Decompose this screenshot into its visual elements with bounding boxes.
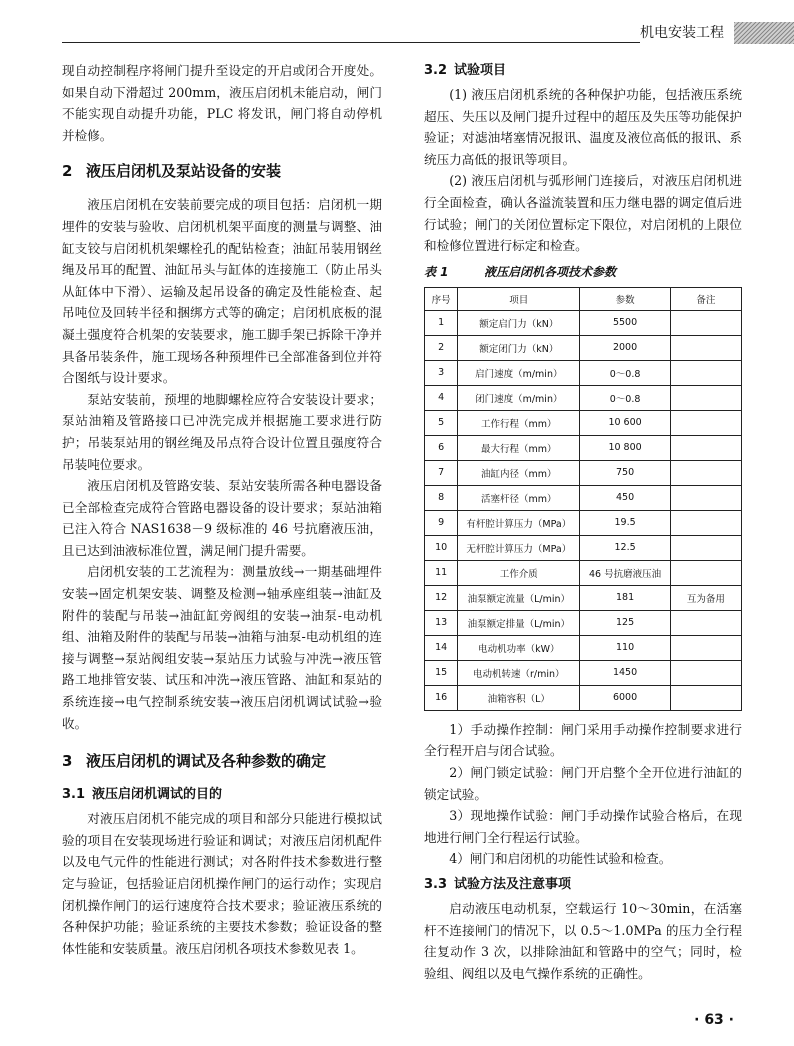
cell-item: 油泵额定流量（L/min） [458,585,580,610]
subsection-3-1-heading [62,784,382,806]
cell-note [670,335,741,360]
cell-no: 9 [425,510,458,535]
table-row [425,510,742,535]
header-item: 项目 [458,287,580,310]
table-row [425,685,742,710]
paragraph: 液压启闭机及管路安装、泵站安装所需各种电器设备已全部检查完成符合管路电器设备的设计要求；泵站油箱已注入符合 NAS1638－9 级标准的 46 号抗磨液压油，且已达到油液标准位置，满足闸门提升需要。 [62,478,382,558]
paragraph: 泵站安装前，预埋的地脚螺栓应符合安装设计要求；泵站油箱及管路接口已冲洗完成并根据施工要求进行防护；吊装泵站用的钢丝绳及吊点符合设计位置且强度符合吊装吨位要求。 [62,391,382,472]
cell-item: 油箱容积（L） [458,685,580,710]
cell-note [670,410,741,435]
table-title: 液压启闭机各项技术参数 [484,264,617,279]
subsection-title: 液压启闭机调试的目的 [92,787,223,803]
cell-param: 0～0.8 [580,385,671,410]
cell-note [670,435,741,460]
cell-param: 6000 [580,685,671,710]
header-param: 参数 [580,287,671,310]
subsection-title: 试验方法及注意事项 [454,876,572,892]
cell-no: 6 [425,435,458,460]
cell-no: 10 [425,535,458,560]
technical-parameters-table [424,287,742,711]
paragraph-continued: 现自动控制程序将闸门提升至设定的开启或闭合开度处。如果自动下滑超过 200mm，液压启闭机未能启动，闸门不能实现自动提升功能，PLC 将发讯，闸门将自动停机并检修。 [62,63,382,143]
list-item: 3）现地操作试验：闸门手动操作试验合格后，在现地进行闸门全行程运行试验。 [424,808,742,845]
cell-item: 油缸内径（mm） [458,460,580,485]
header-note: 备注 [670,287,741,310]
cell-item: 活塞杆径（mm） [458,485,580,510]
paragraph: 启闭机安装的工艺流程为：测量放线→一期基础埋件安装→固定机架安装、调整及检测→轴承座组装→油缸及附件的装配与吊装→油缸缸旁阀组的安装→油泵-电动机组、油箱及附件的装配与吊装→油箱与油泵-电动机组的连接与调整→泵站阀组安装→泵站压力试验与冲洗→液压管路工地排管安装、试压和冲洗→液压管路、油缸和泵站的系统连接→电气控制系统安装→液压启闭机调试试验→验收。 [62,564,382,731]
cell-no: 2 [425,335,458,360]
cell-no: 11 [425,560,458,585]
table-label: 表 1 [424,264,449,279]
paragraph: (1) 液压启闭机系统的各种保护功能，包括液压系统超压、失压以及闸门提升过程中的超压及失压等功能保护验证；对滤油堵塞情况报讯、温度及液位高低的报讯、系统压力高低的报讯等项目。 [424,87,742,167]
paragraph: 启动液压电动机泵，空载运行 10～30min，在活塞杆不连接闸门的情况下，以 0.5～1.0MPa 的压力全行程往复动作 3 次，以排除油缸和管路中的空气；同时，检验组、阀组以及电气操作系统的正确性。 [424,900,742,981]
cell-item: 油泵额定排量（L/min） [458,610,580,635]
subsection-number: 3.3 [424,876,448,892]
cell-no: 16 [425,685,458,710]
table-row [425,635,742,660]
subsection-3-2-heading [424,60,742,82]
cell-no: 4 [425,385,458,410]
cell-item: 启门速度（m/min） [458,360,580,385]
cell-item: 电动机转速（r/min） [458,660,580,685]
cell-note [670,460,741,485]
cell-param: 2000 [580,335,671,360]
cell-param: 19.5 [580,510,671,535]
table-row [425,360,742,385]
cell-no: 12 [425,585,458,610]
section-number: 2 [62,162,73,181]
section-title: 液压启闭机的调试及各种参数的确定 [86,752,327,771]
section-2-heading [62,160,382,182]
paragraph: 对液压启闭机不能完成的项目和部分只能进行模拟试验的项目在安装现场进行验证和调试；对液压启闭机配件以及电气元件的性能进行测试；对各附件技术参数进行整定与验证，包括验证启闭机操作闸门的运行动作；实现启闭机操作闸门的运行速度符合技术要求；验证液压系统的各种保护功能；验证系统的主要技术参数；验证设备的整体性能和安装质量。液压启闭机各项技术参数见表 1。 [62,811,382,956]
table-row [425,460,742,485]
cell-no: 5 [425,410,458,435]
cell-param: 0～0.8 [580,360,671,385]
cell-param: 46 号抗磨液压油 [580,560,671,585]
cell-item: 额定启门力（kN） [458,310,580,335]
cell-no: 14 [425,635,458,660]
subsection-number: 3.1 [62,787,86,803]
table-row [425,310,742,335]
cell-param: 750 [580,460,671,485]
list-item: 2）闸门锁定试验：闸门开启整个全开位进行油缸的锁定试验。 [424,764,742,802]
cell-param: 12.5 [580,535,671,560]
table-row [425,385,742,410]
table-row [425,610,742,635]
cell-item: 工作行程（mm） [458,410,580,435]
cell-note [670,385,741,410]
table-row [425,335,742,360]
right-column [424,60,742,984]
cell-param: 110 [580,635,671,660]
cell-no: 1 [425,310,458,335]
table-row [425,560,742,585]
table-row [425,585,742,610]
paragraph: (2) 液压启闭机与弧形闸门连接后，对液压启闭机进行全面检查，确认各溢流装置和压力继电器的调定值后进行试验；闸门的关闭位置标定下限位，对启闭机的上限位和检修位置进行标定和检查。 [424,173,742,254]
cell-param: 450 [580,485,671,510]
subsection-title: 试验项目 [454,63,507,78]
cell-note [670,485,741,510]
journal-title: 机电安装工程 [640,25,724,41]
cell-note [670,510,741,535]
cell-item: 无杆腔计算压力（MPa） [458,535,580,560]
cell-param: 1450 [580,660,671,685]
subsection-number: 3.2 [424,63,448,78]
cell-no: 15 [425,660,458,685]
cell-note [670,685,741,710]
cell-item: 有杆腔计算压力（MPa） [458,510,580,535]
list-item: 4）闸门和启闭机的功能性试验和检查。 [449,851,672,867]
left-column [62,60,382,959]
cell-param: 181 [580,585,671,610]
cell-note [670,635,741,660]
cell-no: 3 [425,360,458,385]
list-item: 1）手动操作控制：闸门采用手动操作控制要求进行全行程开启与闭合试验。 [424,721,742,759]
section-3-heading [62,750,382,772]
cell-param: 125 [580,610,671,635]
cell-item: 最大行程（mm） [458,435,580,460]
cell-item: 电动机功率（kW） [458,635,580,660]
subsection-3-3-heading [424,874,742,896]
cell-note [670,310,741,335]
cell-no: 7 [425,460,458,485]
cell-param: 10 800 [580,435,671,460]
test-list [424,719,742,870]
header-no: 序号 [425,287,458,310]
cell-item: 工作介质 [458,560,580,585]
page-number: · 63 · [694,1012,734,1028]
cell-note: 互为备用 [670,585,741,610]
cell-no: 8 [425,485,458,510]
header-decoration [734,22,794,44]
table-caption [424,263,742,281]
cell-note [670,360,741,385]
table-row [425,485,742,510]
cell-note [670,535,741,560]
cell-note [670,660,741,685]
cell-param: 10 600 [580,410,671,435]
section-number: 3 [62,752,73,771]
table-row [425,435,742,460]
header-rule [62,42,640,43]
cell-item: 闭门速度（m/min） [458,385,580,410]
table-body [425,310,742,710]
cell-param: 5500 [580,310,671,335]
paragraph: 液压启闭机在安装前要完成的项目包括：启闭机一期埋件的安装与验收、启闭机机架平面度的测量与调整、油缸支铰与启闭机机架螺栓孔的配钻检查；油缸吊装用钢丝绳及吊耳的配置、油缸吊头与缸体的连接施工（防止吊头从缸体中下滑）、运输及起吊设备的确定及性能检查、起吊吨位及回转半径和捆绑方式等的确定；启闭机底板的混凝土强度符合机架的安装要求，施工脚手架已拆除干净并具备吊装条件，施工现场各种预埋件已全部准备到位并符合图纸与设计要求。 [62,197,382,386]
cell-note [670,610,741,635]
table-row [425,535,742,560]
table-header-row [425,287,742,310]
table-row [425,660,742,685]
table-row [425,410,742,435]
cell-no: 13 [425,610,458,635]
section-title: 液压启闭机及泵站设备的安装 [86,162,282,181]
cell-note [670,560,741,585]
cell-item: 额定闭门力（kN） [458,335,580,360]
